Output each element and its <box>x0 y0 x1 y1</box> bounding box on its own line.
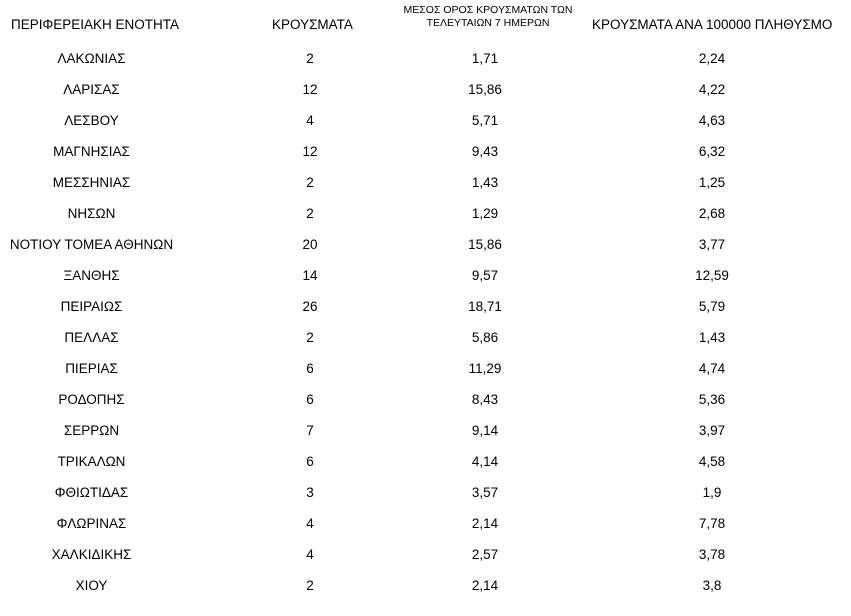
cell-average: 5,86 <box>471 330 499 345</box>
table-row <box>0 478 851 509</box>
cell-cases: 4 <box>306 113 314 128</box>
header-avg-line-2: ΤΕΛΕΥΤΑΙΩΝ 7 ΗΜΕΡΩΝ <box>426 17 550 29</box>
cell-region: ΦΘΙΩΤΙΔΑΣ <box>54 485 129 500</box>
header-cases-per-100k: ΚΡΟΥΣΜΑΤΑ ΑΝΑ 100000 ΠΛΗΘΥΣΜΟ <box>592 17 833 32</box>
cell-cases: 6 <box>306 392 314 407</box>
cell-cases: 2 <box>306 206 314 221</box>
cell-average: 2,14 <box>471 516 499 531</box>
cell-per-100k: 1,25 <box>698 175 726 190</box>
cell-cases: 26 <box>302 299 318 314</box>
cell-average: 15,86 <box>468 82 502 97</box>
table-row <box>0 75 851 106</box>
table-row <box>0 106 851 137</box>
table-row <box>0 416 851 447</box>
cell-average: 4,14 <box>471 454 499 469</box>
cell-cases: 6 <box>306 361 314 376</box>
cell-average: 15,86 <box>468 237 502 252</box>
table-body <box>0 44 851 602</box>
cell-cases: 2 <box>306 330 314 345</box>
table-row <box>0 199 851 230</box>
cell-per-100k: 4,58 <box>698 454 726 469</box>
cell-region: ΜΑΓΝΗΣΙΑΣ <box>53 144 130 159</box>
cell-region: ΝΗΣΩΝ <box>67 206 116 221</box>
cell-average: 1,43 <box>471 175 499 190</box>
cell-region: ΞΑΝΘΗΣ <box>63 268 120 283</box>
table-row <box>0 540 851 571</box>
cell-average: 11,29 <box>468 361 502 376</box>
cell-cases: 14 <box>302 268 318 283</box>
table-row <box>0 168 851 199</box>
cell-region: ΠΙΕΡΙΑΣ <box>65 361 118 376</box>
cell-cases: 20 <box>302 237 318 252</box>
cell-region: ΡΟΔΟΠΗΣ <box>58 392 125 407</box>
table-row <box>0 385 851 416</box>
cell-average: 5,71 <box>471 113 499 128</box>
cell-average: 1,29 <box>471 206 499 221</box>
cell-average: 18,71 <box>468 299 502 314</box>
cell-per-100k: 3,78 <box>698 547 726 562</box>
cell-cases: 6 <box>306 454 314 469</box>
table-row <box>0 323 851 354</box>
cell-average: 9,14 <box>471 423 499 438</box>
cell-region: ΧΑΛΚΙΔΙΚΗΣ <box>51 547 132 562</box>
cell-per-100k: 6,32 <box>698 144 726 159</box>
cell-region: ΛΑΚΩΝΙΑΣ <box>57 51 126 66</box>
header-avg-line-1: ΜΕΣΟΣ ΟΡΟΣ ΚΡΟΥΣΜΑΤΩΝ ΤΩΝ <box>403 4 573 16</box>
cell-cases: 4 <box>306 516 314 531</box>
cell-cases: 7 <box>306 423 314 438</box>
table-row <box>0 137 851 168</box>
cell-cases: 2 <box>306 51 314 66</box>
cell-region: ΠΕΙΡΑΙΩΣ <box>60 299 123 314</box>
cell-per-100k: 5,79 <box>698 299 726 314</box>
cell-per-100k: 1,43 <box>698 330 726 345</box>
cell-region: ΠΕΛΛΑΣ <box>64 330 119 345</box>
header-region: ΠΕΡΙΦΕΡΕΙΑΚΗ ΕΝΟΤΗΤΑ <box>11 17 180 32</box>
cell-per-100k: 2,68 <box>698 206 726 221</box>
cell-region: ΣΕΡΡΩΝ <box>63 423 120 438</box>
cell-cases: 2 <box>306 578 314 593</box>
cell-per-100k: 4,22 <box>698 82 726 97</box>
cell-cases: 4 <box>306 547 314 562</box>
cell-per-100k: 2,24 <box>698 51 726 66</box>
cell-per-100k: 12,59 <box>695 268 729 283</box>
header-seven-day-average <box>388 4 588 30</box>
cell-region: ΦΛΩΡΙΝΑΣ <box>56 516 127 531</box>
cell-cases: 12 <box>302 82 318 97</box>
cell-per-100k: 5,36 <box>698 392 726 407</box>
table-row <box>0 447 851 478</box>
cell-average: 9,43 <box>471 144 499 159</box>
table-row <box>0 261 851 292</box>
cell-per-100k: 1,9 <box>702 485 722 500</box>
table-row <box>0 509 851 540</box>
table-row <box>0 230 851 261</box>
table-row <box>0 571 851 602</box>
cell-cases: 2 <box>306 175 314 190</box>
cell-average: 1,71 <box>471 51 499 66</box>
cell-per-100k: 7,78 <box>698 516 726 531</box>
cell-per-100k: 4,74 <box>698 361 726 376</box>
cell-average: 8,43 <box>471 392 499 407</box>
cell-per-100k: 3,77 <box>698 237 726 252</box>
cell-per-100k: 3,97 <box>698 423 726 438</box>
cell-average: 2,14 <box>471 578 499 593</box>
cell-region: ΝΟΤΙΟΥ ΤΟΜΕΑ ΑΘΗΝΩΝ <box>9 237 174 252</box>
cell-per-100k: 4,63 <box>698 113 726 128</box>
table-row <box>0 292 851 323</box>
cell-average: 9,57 <box>471 268 499 283</box>
cell-cases: 3 <box>306 485 314 500</box>
cell-per-100k: 3,8 <box>702 578 722 593</box>
cell-region: ΤΡΙΚΑΛΩΝ <box>57 454 126 469</box>
header-cases: ΚΡΟΥΣΜΑΤΑ <box>272 17 353 32</box>
table-row <box>0 44 851 75</box>
table-header <box>0 0 851 40</box>
cell-cases: 12 <box>302 144 318 159</box>
cell-region: ΛΕΣΒΟΥ <box>64 113 119 128</box>
cell-region: ΧΙΟΥ <box>75 578 108 593</box>
cell-average: 3,57 <box>471 485 499 500</box>
cell-region: ΛΑΡΙΣΑΣ <box>63 82 120 97</box>
cell-average: 2,57 <box>471 547 499 562</box>
table-row <box>0 354 851 385</box>
cell-region: ΜΕΣΣΗΝΙΑΣ <box>52 175 131 190</box>
